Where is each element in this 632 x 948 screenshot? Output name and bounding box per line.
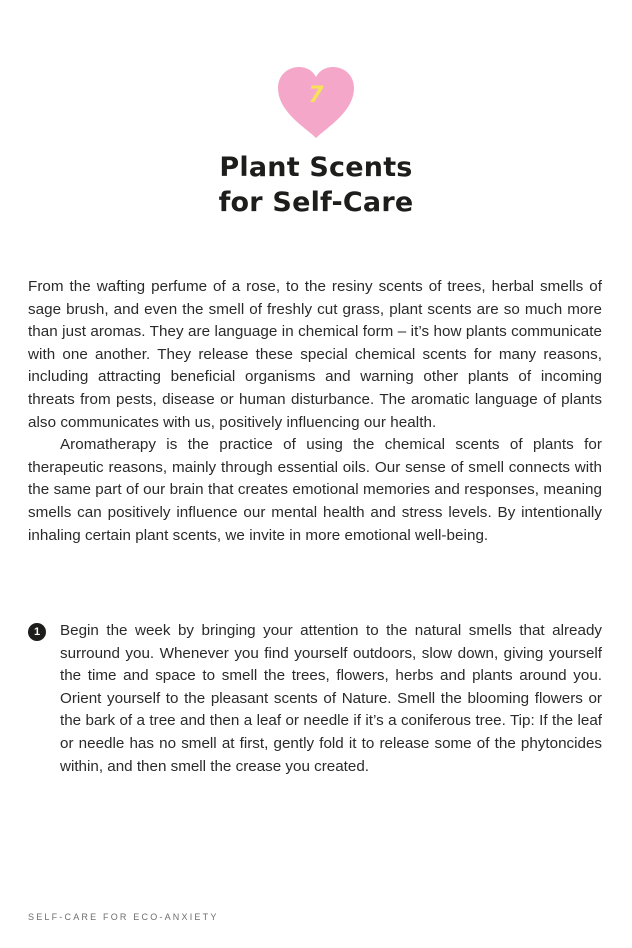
running-footer: SELF-CARE FOR ECO-ANXIETY	[28, 912, 219, 922]
step-number-badge: 1	[28, 623, 46, 641]
chapter-number: 7	[308, 83, 324, 108]
intro-paragraph: Aromatherapy is the practice of using the chemical scents of plants for therapeutic reasons, mainly through essential oils. Our sense of smell connects with the same part of our brain that creates emotional memories and responses, meaning smells can positively influence our mental health and stress levels. By intentionally inhaling certain plant scents, we invite in more emotional well-being.	[28, 436, 602, 544]
chapter-title	[0, 150, 632, 220]
chapter-title-line-2: for Self-Care	[218, 187, 414, 218]
chapter-title-line-1: Plant Scents	[219, 152, 413, 183]
intro-paragraph: From the wafting perfume of a rose, to the resiny scents of trees, herbal smells of sage brush, and even the smell of freshly cut grass, plant scents are so much more than just aromas. They are language in chemical form – it’s how plants communicate with one another. They release these special chemical scents for many reasons, including attracting beneficial organisms and warning other plants of incoming threats from pests, disease or human disturbance. The aromatic language of plants also communicates with us, positively influencing our health.	[28, 278, 602, 431]
step-text: Begin the week by bringing your attention to the natural smells that already surround you. Whenever you find yourself outdoors, slow down, giving yourself the time and space to smell the trees, flowers, herbs and plants around you. Orient yourself to the pleasant scents of Nature. Smell the blooming flowers or the bark of a tree and then a leaf or needle if it’s a coniferous tree. Tip: If the leaf or needle has no smell at first, gently fold it to release some of the phytoncides within, and then smell the crease you created.	[60, 622, 602, 775]
intro-text	[28, 276, 602, 547]
chapter-heart-badge	[276, 66, 356, 140]
